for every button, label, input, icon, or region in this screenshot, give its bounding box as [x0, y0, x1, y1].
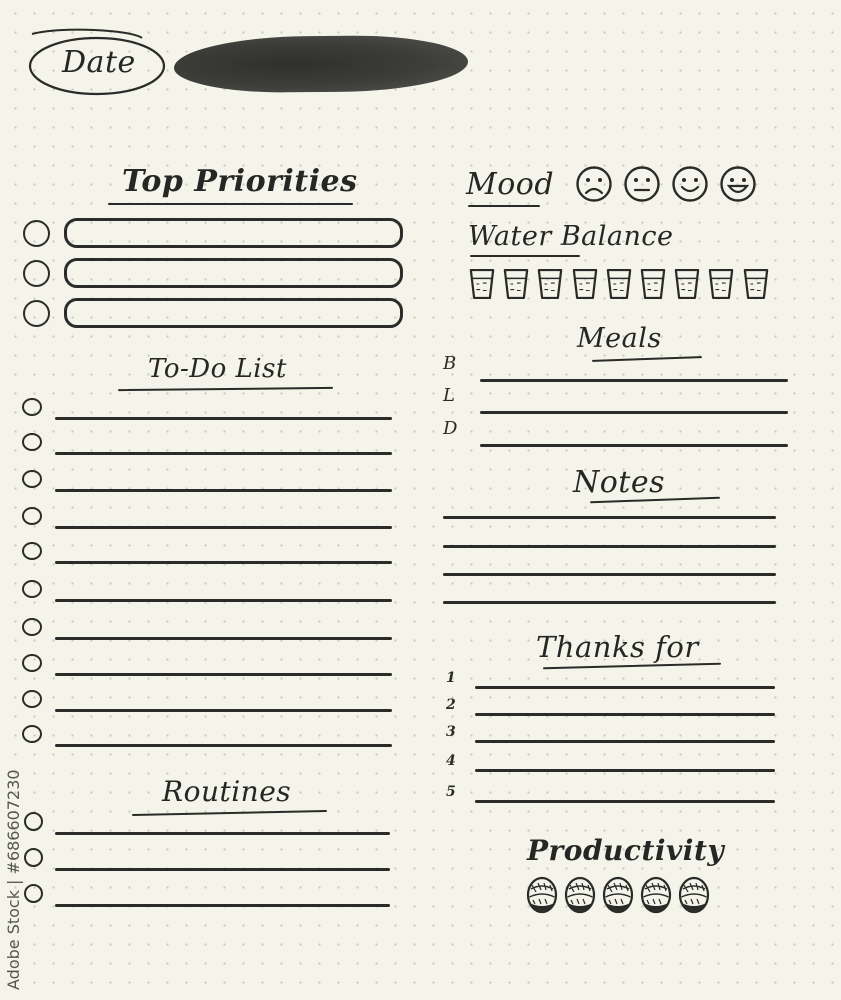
water-glass-icon[interactable]	[743, 268, 769, 300]
date-label: Date	[62, 45, 136, 80]
routine-line[interactable]	[55, 904, 390, 907]
todo-checkbox[interactable]	[22, 618, 42, 636]
priority-checkbox[interactable]	[23, 300, 50, 327]
priority-field[interactable]	[64, 258, 403, 288]
stock-watermark: Adobe Stock | #686607230	[4, 769, 23, 990]
thanks-number: 5	[446, 784, 456, 800]
water-balance-label: Water Balance	[468, 221, 674, 252]
thanks-line[interactable]	[475, 713, 775, 716]
routine-line[interactable]	[55, 868, 390, 871]
top-priorities-underline	[108, 203, 353, 205]
productivity-battery-icon[interactable]	[564, 875, 596, 915]
thanks-number: 3	[446, 724, 456, 740]
todo-line[interactable]	[55, 452, 392, 455]
water-glass-icon[interactable]	[708, 268, 734, 300]
routines-underline	[132, 810, 327, 816]
water-glass-icon[interactable]	[640, 268, 666, 300]
meal-line[interactable]	[480, 444, 788, 447]
water-glass-icon[interactable]	[674, 268, 700, 300]
grin-face-icon[interactable]	[718, 166, 758, 202]
todo-checkbox[interactable]	[22, 580, 42, 598]
todo-line[interactable]	[55, 744, 392, 747]
todo-checkbox[interactable]	[22, 654, 42, 672]
thanks-number: 1	[446, 670, 456, 686]
thanks-line[interactable]	[475, 769, 775, 772]
productivity-battery-icon[interactable]	[678, 875, 710, 915]
todo-line[interactable]	[55, 709, 392, 712]
notes-line[interactable]	[443, 516, 776, 519]
todo-line[interactable]	[55, 561, 392, 564]
todo-checkbox[interactable]	[22, 507, 42, 525]
todo-checkbox[interactable]	[22, 725, 42, 743]
meal-label: B	[443, 353, 457, 374]
meals-title: Meals	[577, 323, 662, 354]
routine-line[interactable]	[55, 832, 390, 835]
mood-label: Mood	[466, 167, 555, 202]
notes-line[interactable]	[443, 601, 776, 604]
priority-field[interactable]	[64, 218, 403, 248]
priority-field[interactable]	[64, 298, 403, 328]
todo-line[interactable]	[55, 637, 392, 640]
smile-face-icon[interactable]	[670, 166, 710, 202]
meal-line[interactable]	[480, 379, 788, 382]
date-ink-blot	[174, 35, 468, 94]
thanks-title: Thanks for	[536, 630, 699, 664]
top-priorities-title: Top Priorities	[122, 164, 358, 199]
notes-title: Notes	[573, 465, 666, 500]
water-glass-icon[interactable]	[503, 268, 529, 300]
todo-checkbox[interactable]	[22, 542, 42, 560]
todo-checkbox[interactable]	[22, 470, 42, 488]
meal-label: L	[443, 385, 455, 406]
productivity-label: Productivity	[527, 834, 725, 867]
todo-checkbox[interactable]	[22, 398, 42, 416]
meal-label: D	[443, 418, 458, 439]
priority-checkbox[interactable]	[23, 260, 50, 287]
water-glass-icon[interactable]	[606, 268, 632, 300]
productivity-battery-icon[interactable]	[602, 875, 634, 915]
sad-face-icon[interactable]	[574, 166, 614, 202]
routine-checkbox[interactable]	[24, 848, 43, 867]
thanks-line[interactable]	[475, 686, 775, 689]
water-glass-icon[interactable]	[572, 268, 598, 300]
mood-underline	[468, 205, 540, 207]
routines-title: Routines	[162, 775, 292, 808]
routine-checkbox[interactable]	[24, 812, 43, 831]
todo-checkbox[interactable]	[22, 690, 42, 708]
water-underline	[470, 255, 580, 257]
todo-checkbox[interactable]	[22, 433, 42, 451]
water-glass-icon[interactable]	[537, 268, 563, 300]
notes-line[interactable]	[443, 573, 776, 576]
water-glass-icon[interactable]	[469, 268, 495, 300]
thanks-line[interactable]	[475, 740, 775, 743]
productivity-battery-icon[interactable]	[640, 875, 672, 915]
thanks-number: 4	[446, 753, 456, 769]
todo-line[interactable]	[55, 599, 392, 602]
todo-line[interactable]	[55, 489, 392, 492]
productivity-battery-icon[interactable]	[526, 875, 558, 915]
todo-line[interactable]	[55, 673, 392, 676]
priority-checkbox[interactable]	[23, 220, 50, 247]
neutral-face-icon[interactable]	[622, 166, 662, 202]
todo-title: To-Do List	[148, 354, 287, 384]
notes-line[interactable]	[443, 545, 776, 548]
meal-line[interactable]	[480, 411, 788, 414]
routine-checkbox[interactable]	[24, 884, 43, 903]
todo-line[interactable]	[55, 417, 392, 420]
thanks-line[interactable]	[475, 800, 775, 803]
todo-underline	[118, 387, 333, 391]
meals-underline	[592, 356, 702, 362]
thanks-number: 2	[446, 697, 456, 713]
todo-line[interactable]	[55, 526, 392, 529]
